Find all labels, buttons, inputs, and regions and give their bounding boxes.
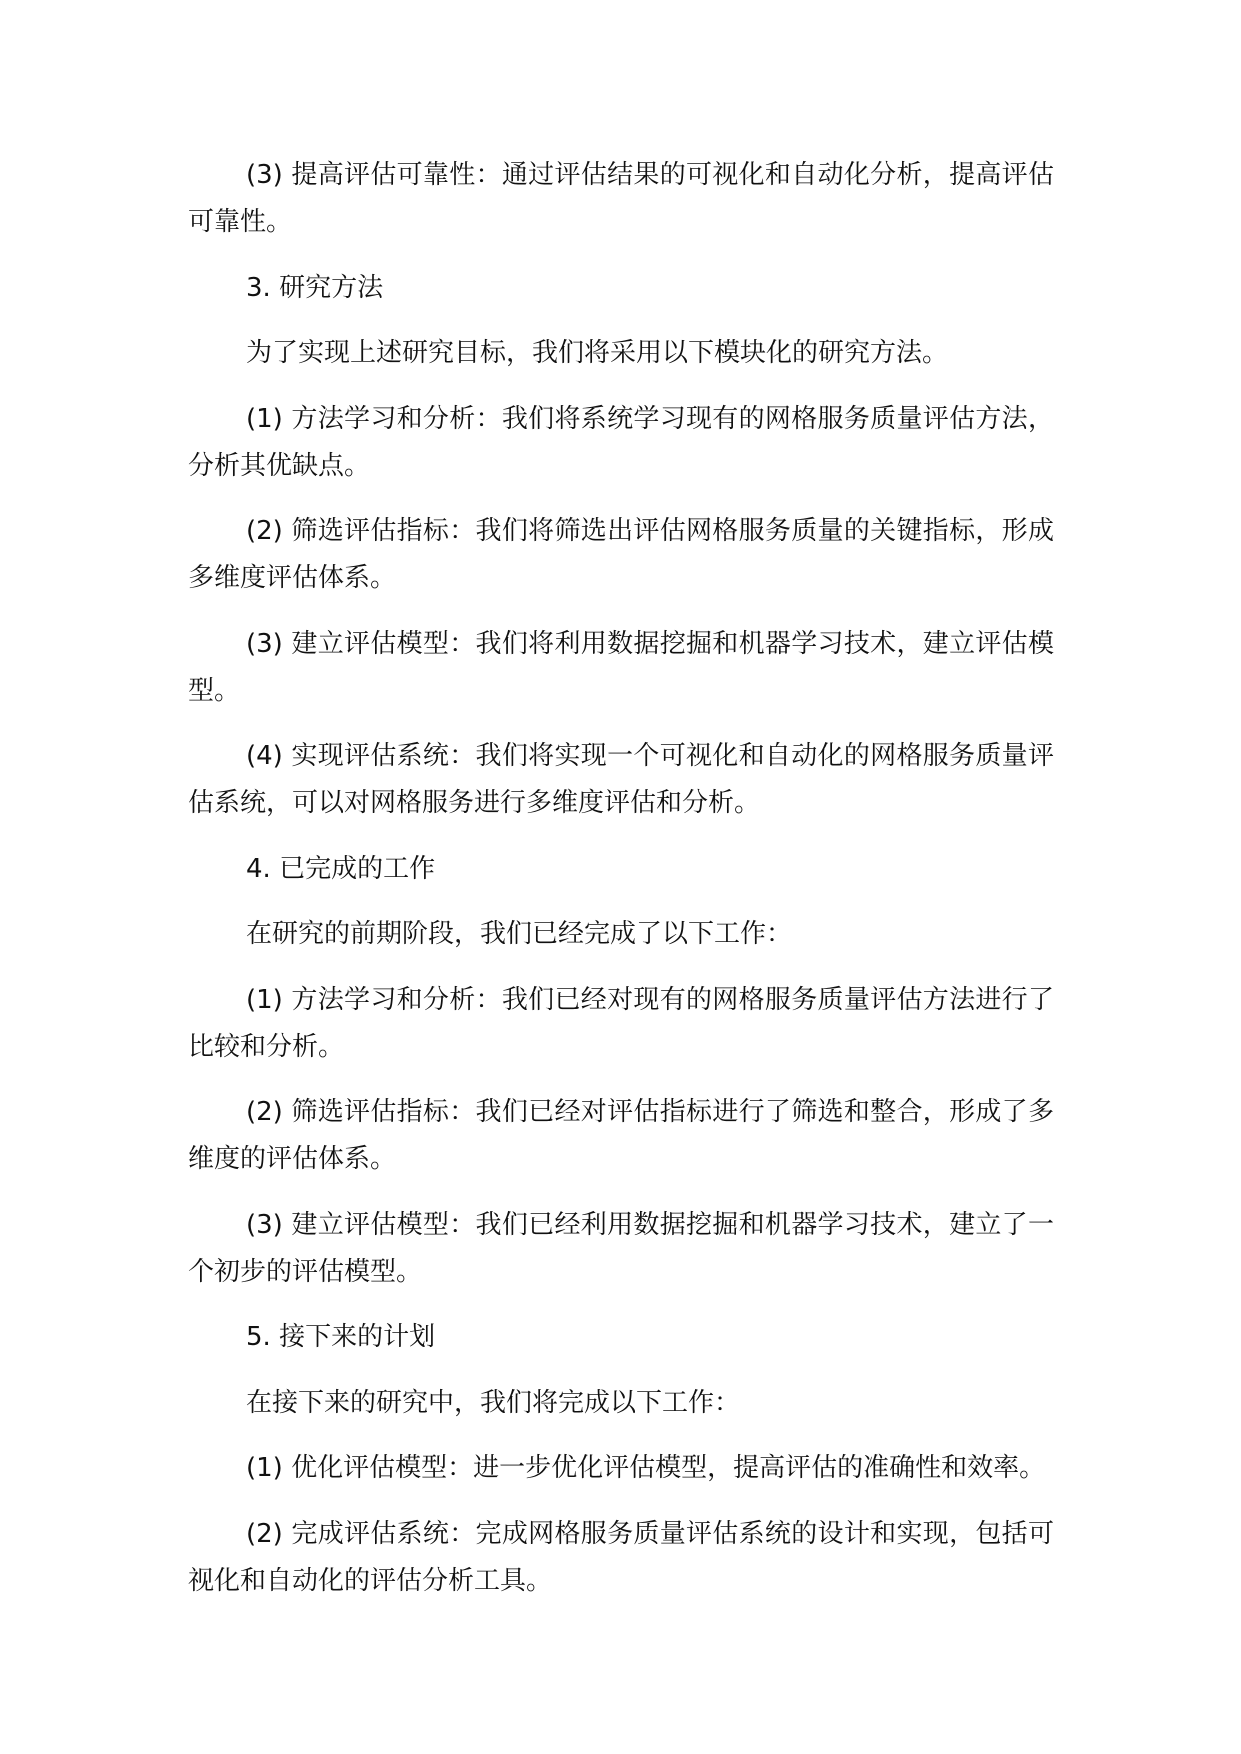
section-heading-next-plan: 5. 接下来的计划 [246, 1322, 436, 1352]
paragraph-method-2: (2) 筛选评估指标：我们将筛选出评估网格服务质量的关键指标，形成多维度评估体系。 [188, 516, 1054, 593]
paragraph-completed-1: (1) 方法学习和分析：我们已经对现有的网格服务质量评估方法进行了比较和分析。 [188, 984, 1054, 1062]
paragraph-plan-1: (1) 优化评估模型：进一步优化评估模型，提高评估的准确性和效率。 [246, 1453, 1046, 1483]
paragraph-method-1: (1) 方法学习和分析：我们将系统学习现有的网格服务质量评估方法，分析其优缺点。 [188, 403, 1054, 481]
paragraph-completed-2: (2) 筛选评估指标：我们已经对评估指标进行了筛选和整合，形成了多维度的评估体系。 [188, 1097, 1054, 1174]
paragraph-method-3: (3) 建立评估模型：我们将利用数据挖掘和机器学习技术，建立评估模型。 [188, 628, 1054, 706]
document-body [188, 152, 1054, 1623]
paragraph-plan-intro: 在接下来的研究中，我们将完成以下工作： [246, 1387, 741, 1418]
paragraph-completed-3: (3) 建立评估模型：我们已经利用数据挖掘和机器学习技术，建立了一个初步的评估模型。 [188, 1209, 1054, 1287]
paragraph-plan-2: (2) 完成评估系统：完成网格服务质量评估系统的设计和实现，包括可视化和自动化的评估分析工具。 [188, 1518, 1054, 1596]
paragraph-goal-3-reliability: (3) 提高评估可靠性：通过评估结果的可视化和自动化分析，提高评估可靠性。 [188, 160, 1054, 237]
paragraph-methods-intro: 为了实现上述研究目标，我们将采用以下模块化的研究方法。 [246, 338, 949, 368]
section-heading-research-methods: 3. 研究方法 [246, 272, 384, 303]
paragraph-method-4: (4) 实现评估系统：我们将实现一个可视化和自动化的网格服务质量评估系统，可以对网格服务进行多维度评估和分析。 [188, 741, 1054, 818]
section-heading-completed-work: 4. 已完成的工作 [246, 853, 436, 884]
paragraph-completed-intro: 在研究的前期阶段，我们已经完成了以下工作： [246, 919, 793, 949]
